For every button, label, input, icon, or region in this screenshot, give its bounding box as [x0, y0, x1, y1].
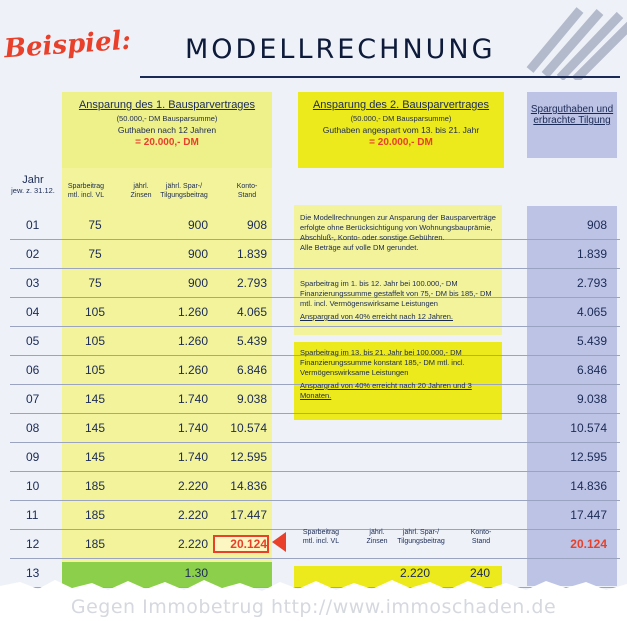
cell-tilgung: 900: [187, 247, 208, 261]
col-head-jahr-sub: jew. z. 31.12.: [11, 186, 55, 195]
cell-sparbeitrag: 145: [84, 392, 106, 406]
cell-jahr: 11: [26, 508, 39, 522]
cell-kontostand: 12.595: [230, 450, 267, 464]
col2-head-konto-2: Stand: [471, 538, 491, 545]
col2-head-zinsen: [362, 528, 392, 546]
col-head-tilgung-1: jährl. Spar-/: [165, 183, 203, 190]
cell-sparbeitrag: 145: [84, 450, 106, 464]
cell-jahr: 03: [26, 276, 40, 290]
cell-tilgung: 1.740: [177, 421, 208, 435]
cell-tilgung: 1.260: [177, 334, 208, 348]
cell-sparbeitrag: 75: [88, 218, 102, 232]
col2-head-tilgung: [394, 528, 448, 546]
cell-kontostand: 10.574: [230, 421, 267, 435]
header-second-contract: [298, 99, 504, 148]
note-1: [300, 213, 496, 253]
header-first-line: Guthaben nach 12 Jahren: [117, 125, 217, 135]
col2-head-konto-1: Konto-: [470, 529, 492, 536]
cell-sparbeitrag: 105: [84, 363, 106, 377]
cell-sparbeitrag: 185: [84, 508, 106, 522]
cell-tilgung: 1.260: [177, 363, 208, 377]
header-second-line: Guthaben angespart vom 13. bis 21. Jahr: [322, 125, 480, 135]
col-head-zinsen-2: Zinsen: [130, 192, 152, 199]
col2-head-sparbeitrag-1: Sparbeitrag: [302, 529, 340, 536]
cell-kontostand: 14.836: [230, 479, 267, 493]
col2-head-tilgung-1: jährl. Spar-/: [402, 529, 440, 536]
cell-sparbeitrag: 145: [84, 421, 106, 435]
header-savings: [527, 104, 617, 126]
footer-text: Gegen Immobetrug http://www.immoschaden.de: [70, 596, 557, 618]
cell-sparbeitrag: 105: [84, 334, 106, 348]
header-savings-line2: erbrachte Tilgung: [533, 115, 611, 126]
cell-sparbeitrag: 75: [88, 276, 102, 290]
header-second-sub: (50.000,- DM Bausparsumme): [350, 114, 452, 123]
note-2: [300, 279, 496, 322]
cell-guthaben: 9.038: [576, 392, 607, 406]
table-row: [10, 471, 620, 501]
cell-sparbeitrag: 185: [84, 479, 106, 493]
col2-head-konto: [464, 528, 498, 546]
header-first-amount: = 20.000,- DM: [135, 137, 199, 148]
note-3b-text: Anspargrad von 40% erreicht nach 20 Jahren und 3 Monaten.: [300, 381, 472, 400]
cell-kontostand: 908: [246, 218, 267, 232]
header-savings-line1: Sparguthaben und: [530, 104, 614, 115]
col2-head-tilgung-2: Tilgungsbeitrag: [397, 538, 445, 545]
col2-head-zinsen-2: Zinsen: [366, 538, 388, 545]
arrow-icon: [272, 532, 286, 552]
cell-jahr: 13: [26, 566, 40, 580]
beispiel-label: Beispiel:: [3, 25, 133, 65]
table-row: [10, 413, 620, 443]
note-2b-text: Anspargrad von 40% erreicht nach 12 Jahren.: [300, 312, 454, 321]
cell-jahr: 08: [26, 421, 40, 435]
cell-jahr: 12: [26, 537, 40, 551]
header-second-amount: = 20.000,- DM: [369, 137, 433, 148]
cell-jahr: 01: [26, 218, 40, 232]
header-second-title: Ansparung des 2. Bausparvertrages: [312, 99, 490, 111]
cell-tilgung: 1.260: [177, 305, 208, 319]
cell-guthaben: 2.793: [576, 276, 607, 290]
cell-jahr: 05: [26, 334, 40, 348]
cell-tilgung: 2.220: [177, 508, 208, 522]
cell-guthaben: 12.595: [570, 450, 607, 464]
row13-second-konto: 240: [470, 566, 491, 580]
note-1b-text: Alle Beträge auf volle DM gerundet.: [300, 243, 419, 252]
col-head-konto: [230, 182, 264, 200]
col-head-konto-2: Stand: [237, 192, 257, 199]
cell-jahr: 06: [26, 363, 40, 377]
cell-tilgung: 900: [187, 276, 208, 290]
cell-tilgung: 1.740: [177, 450, 208, 464]
cell-kontostand: 6.846: [236, 363, 267, 377]
cell-guthaben: 14.836: [570, 479, 607, 493]
table-row: [10, 442, 620, 472]
cell-kontostand: 1.839: [236, 247, 267, 261]
col-head-sparbeitrag: [62, 182, 110, 200]
col-head-jahr-label: Jahr: [22, 174, 44, 186]
cell-jahr: 02: [26, 247, 40, 261]
cell-sparbeitrag: 105: [84, 305, 106, 319]
title-underline: [140, 76, 620, 78]
note-3: [300, 348, 496, 401]
col-head-konto-1: Konto-: [236, 183, 258, 190]
scribble-decoration: [520, 0, 627, 80]
cell-jahr: 09: [26, 450, 40, 464]
col-head-jahr: [8, 174, 58, 195]
note-1-text: Die Modellrechnungen zur Ansparung der Bausparverträge erfolgte ohne Berücksichtigung von Wohnungsbauprämie, Abschluß-, Konto- oder sonstige Gebühren.: [300, 213, 496, 242]
cell-tilgung: 1.30: [184, 566, 208, 580]
cell-kontostand: 2.793: [236, 276, 267, 290]
header-first-sub: (50.000,- DM Bausparsumme): [116, 114, 218, 123]
header-first-contract: [62, 99, 272, 148]
cell-kontostand: 20.124: [215, 537, 267, 551]
cell-kontostand: 9.038: [236, 392, 267, 406]
cell-guthaben: 908: [586, 218, 607, 232]
header-first-title: Ansparung des 1. Bausparvertrages: [78, 99, 256, 111]
cell-guthaben: 4.065: [576, 305, 607, 319]
table-row: [10, 500, 620, 530]
cell-tilgung: 1.740: [177, 392, 208, 406]
cell-jahr: 04: [26, 305, 40, 319]
cell-kontostand: 4.065: [236, 305, 267, 319]
cell-tilgung: 900: [187, 218, 208, 232]
cell-guthaben: 10.574: [570, 421, 607, 435]
cell-tilgung: 2.220: [177, 479, 208, 493]
cell-guthaben: 1.839: [576, 247, 607, 261]
cell-kontostand: 5.439: [236, 334, 267, 348]
cell-jahr: 07: [26, 392, 40, 406]
cell-guthaben: 5.439: [576, 334, 607, 348]
col-head-zinsen: [126, 182, 156, 200]
col2-head-sparbeitrag: [296, 528, 346, 546]
cell-guthaben: 6.846: [576, 363, 607, 377]
cell-kontostand: 17.447: [230, 508, 267, 522]
row13-second-tilgung: 2.220: [400, 566, 431, 580]
col-head-tilgung-2: Tilgungsbeitrag: [160, 192, 208, 199]
cell-guthaben: 20.124: [570, 537, 607, 551]
col-head-sparbeitrag-1: Sparbeitrag: [67, 183, 105, 190]
cell-sparbeitrag: 75: [88, 247, 102, 261]
col-head-tilgung: [157, 182, 211, 200]
cell-jahr: 10: [26, 479, 40, 493]
page-title: MODELLRECHNUNG: [185, 34, 496, 65]
col2-head-sparbeitrag-2: mtl. incl. VL: [302, 538, 340, 545]
col-head-sparbeitrag-2: mtl. incl. VL: [67, 192, 105, 199]
cell-tilgung: 2.220: [177, 537, 208, 551]
col2-head-zinsen-1: jährl.: [369, 529, 385, 536]
cell-sparbeitrag: 185: [84, 537, 106, 551]
cell-guthaben: 17.447: [570, 508, 607, 522]
note-3-text: Sparbeitrag im 13. bis 21. Jahr bei 100.000,- DM Finanzierungssumme konstant 185,- DM mtl. incl. Vermögenswirksame Leistungen: [300, 348, 465, 377]
col-head-zinsen-1: jährl.: [133, 183, 149, 190]
note-2-text: Sparbeitrag im 1. bis 12. Jahr bei 100.000,- DM Finanzierungssumme gestaffelt von 75,- DM bis 185,- DM mtl. incl. Vermögenswirksame Leistungen: [300, 279, 492, 308]
